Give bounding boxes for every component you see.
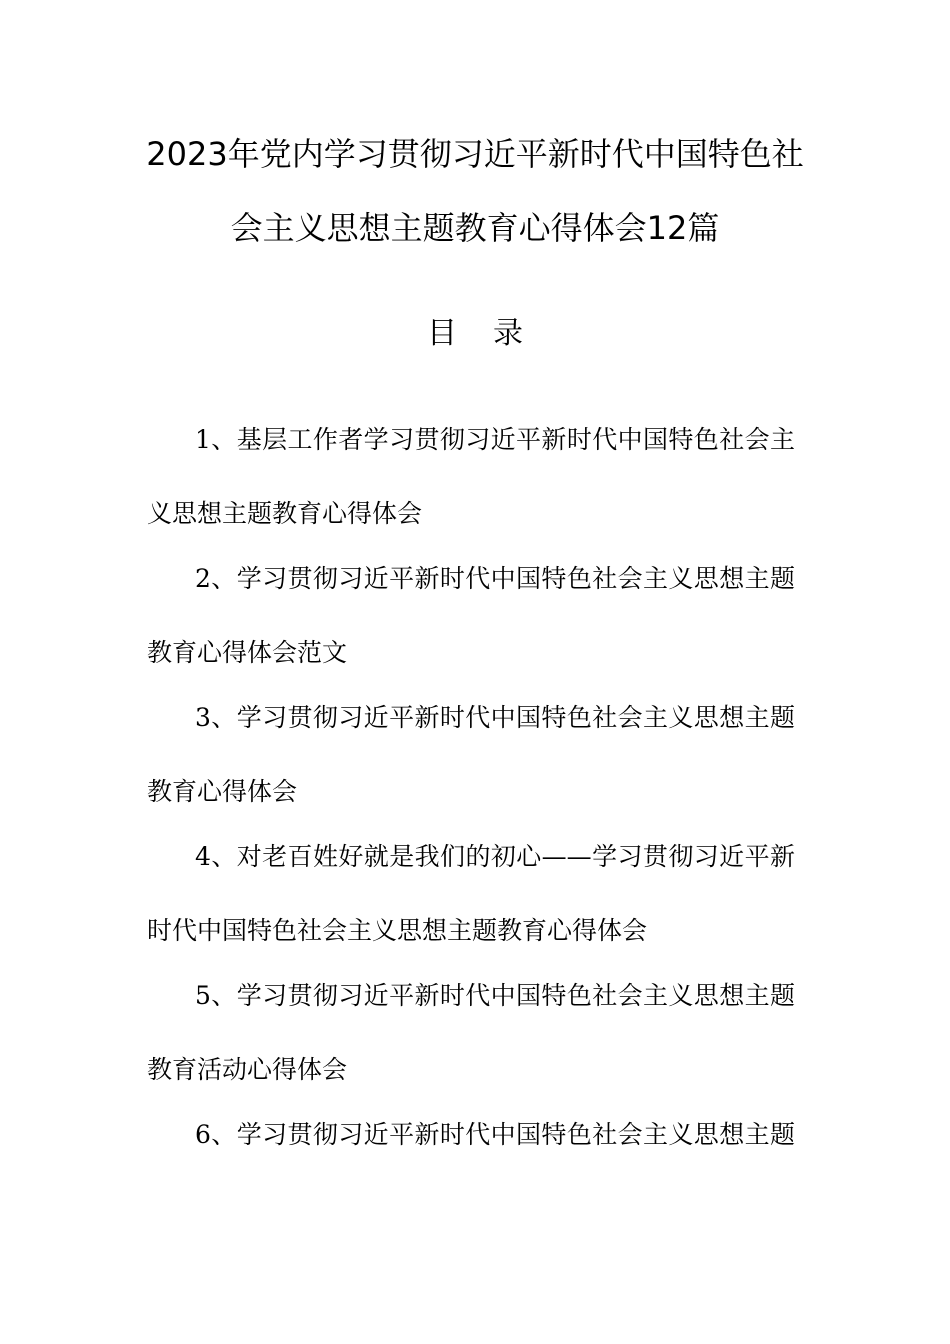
toc-entry-3-line-1: 3、学习贯彻习近平新时代中国特色社会主义思想主题 — [195, 703, 795, 732]
document-title-line-2: 会主义思想主题教育心得体会12篇 — [230, 209, 720, 247]
toc-entry-4-line-1: 4、对老百姓好就是我们的初心——学习贯彻习近平新 — [195, 842, 795, 871]
toc-entry-4-line-2: 时代中国特色社会主义思想主题教育心得体会 — [147, 916, 648, 945]
toc-heading: 目录 — [427, 316, 559, 351]
document-title-line-1: 2023年党内学习贯彻习近平新时代中国特色社 — [146, 135, 804, 173]
toc-entry-5-line-1: 5、学习贯彻习近平新时代中国特色社会主义思想主题 — [195, 981, 795, 1010]
toc-entry-2-line-2: 教育心得体会范文 — [147, 638, 348, 667]
toc-entry-6-line-1: 6、学习贯彻习近平新时代中国特色社会主义思想主题 — [195, 1120, 795, 1149]
toc-entry-1-line-2: 义思想主题教育心得体会 — [147, 499, 423, 528]
toc-entry-3-line-2: 教育心得体会 — [147, 777, 298, 806]
toc-entry-5-line-2: 教育活动心得体会 — [147, 1055, 348, 1084]
toc-entry-2-line-1: 2、学习贯彻习近平新时代中国特色社会主义思想主题 — [195, 564, 795, 593]
toc-entry-1-line-1: 1、基层工作者学习贯彻习近平新时代中国特色社会主 — [195, 425, 795, 454]
